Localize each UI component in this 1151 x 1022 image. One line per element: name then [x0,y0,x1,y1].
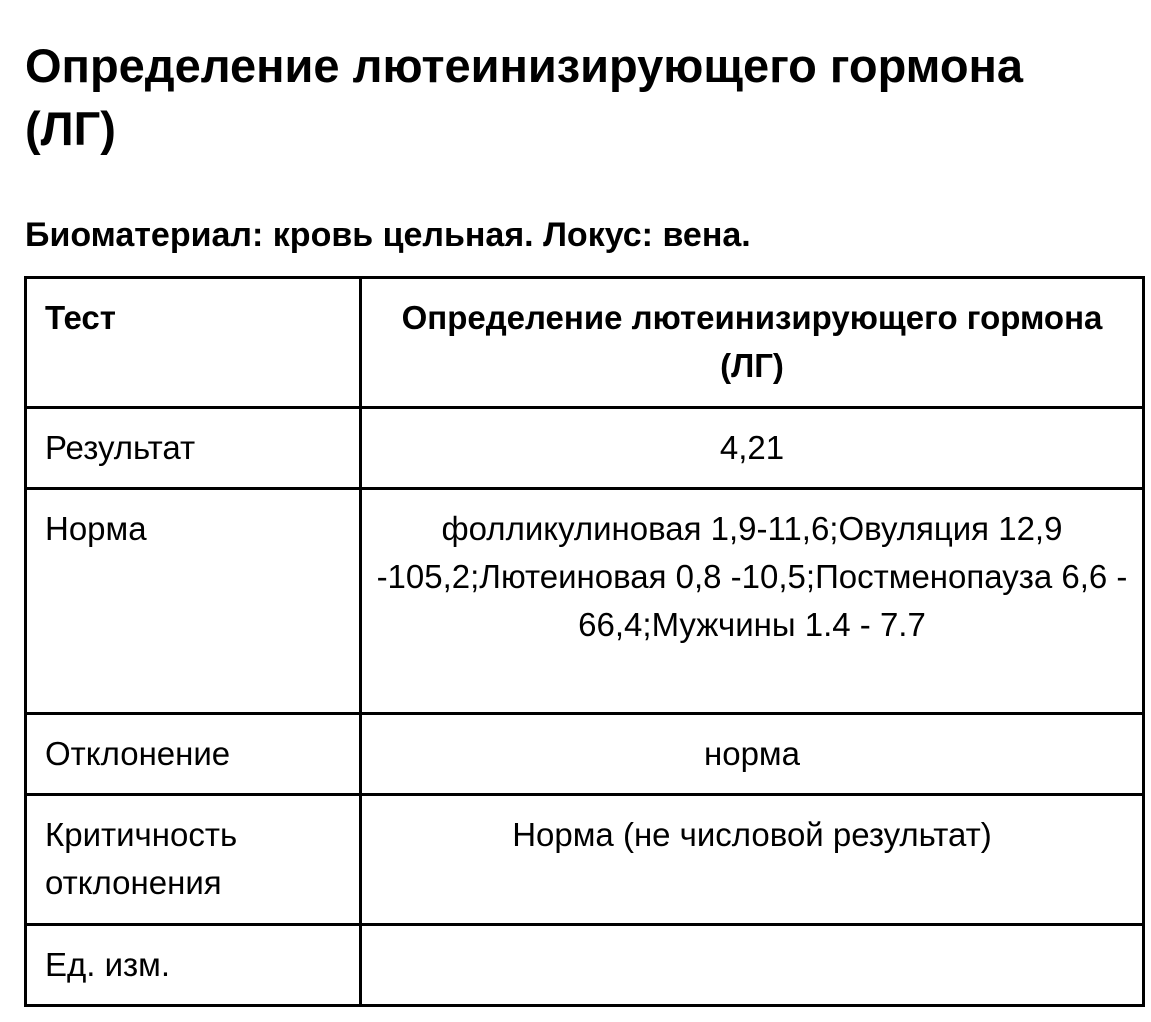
table-header-row [26,278,1144,408]
table-row-unit [26,925,1144,1006]
result-value: 4,21 [361,408,1144,489]
header-label-cell: Тест [26,278,361,408]
criticality-value: Норма (не числовой результат) [361,795,1144,925]
table-row-deviation [26,714,1144,795]
unit-label: Ед. изм. [26,925,361,1006]
unit-value [361,925,1144,1006]
result-label: Результат [26,408,361,489]
criticality-label: Критичность отклонения [26,795,361,925]
table-row-result [26,408,1144,489]
table-row-norm [26,489,1144,714]
header-value-cell: Определение лютеинизирующего гормона (ЛГ) [361,278,1144,408]
deviation-label: Отклонение [26,714,361,795]
table-row-criticality [26,795,1144,925]
norm-label: Норма [26,489,361,714]
norm-value: фолликулиновая 1,9-11,6;Овуляция 12,9 -105,2;Лютеиновая 0,8 -10,5;Постменопауза 6,6 - 66,4;Мужчины 1.4 - 7.7 [361,489,1144,714]
results-table [24,276,1145,1007]
page-title: Определение лютеинизирующего гормона (ЛГ) [25,39,1024,155]
biomaterial-info: Биоматериал: кровь цельная. Локус: вена. [25,216,751,254]
deviation-value: норма [361,714,1144,795]
